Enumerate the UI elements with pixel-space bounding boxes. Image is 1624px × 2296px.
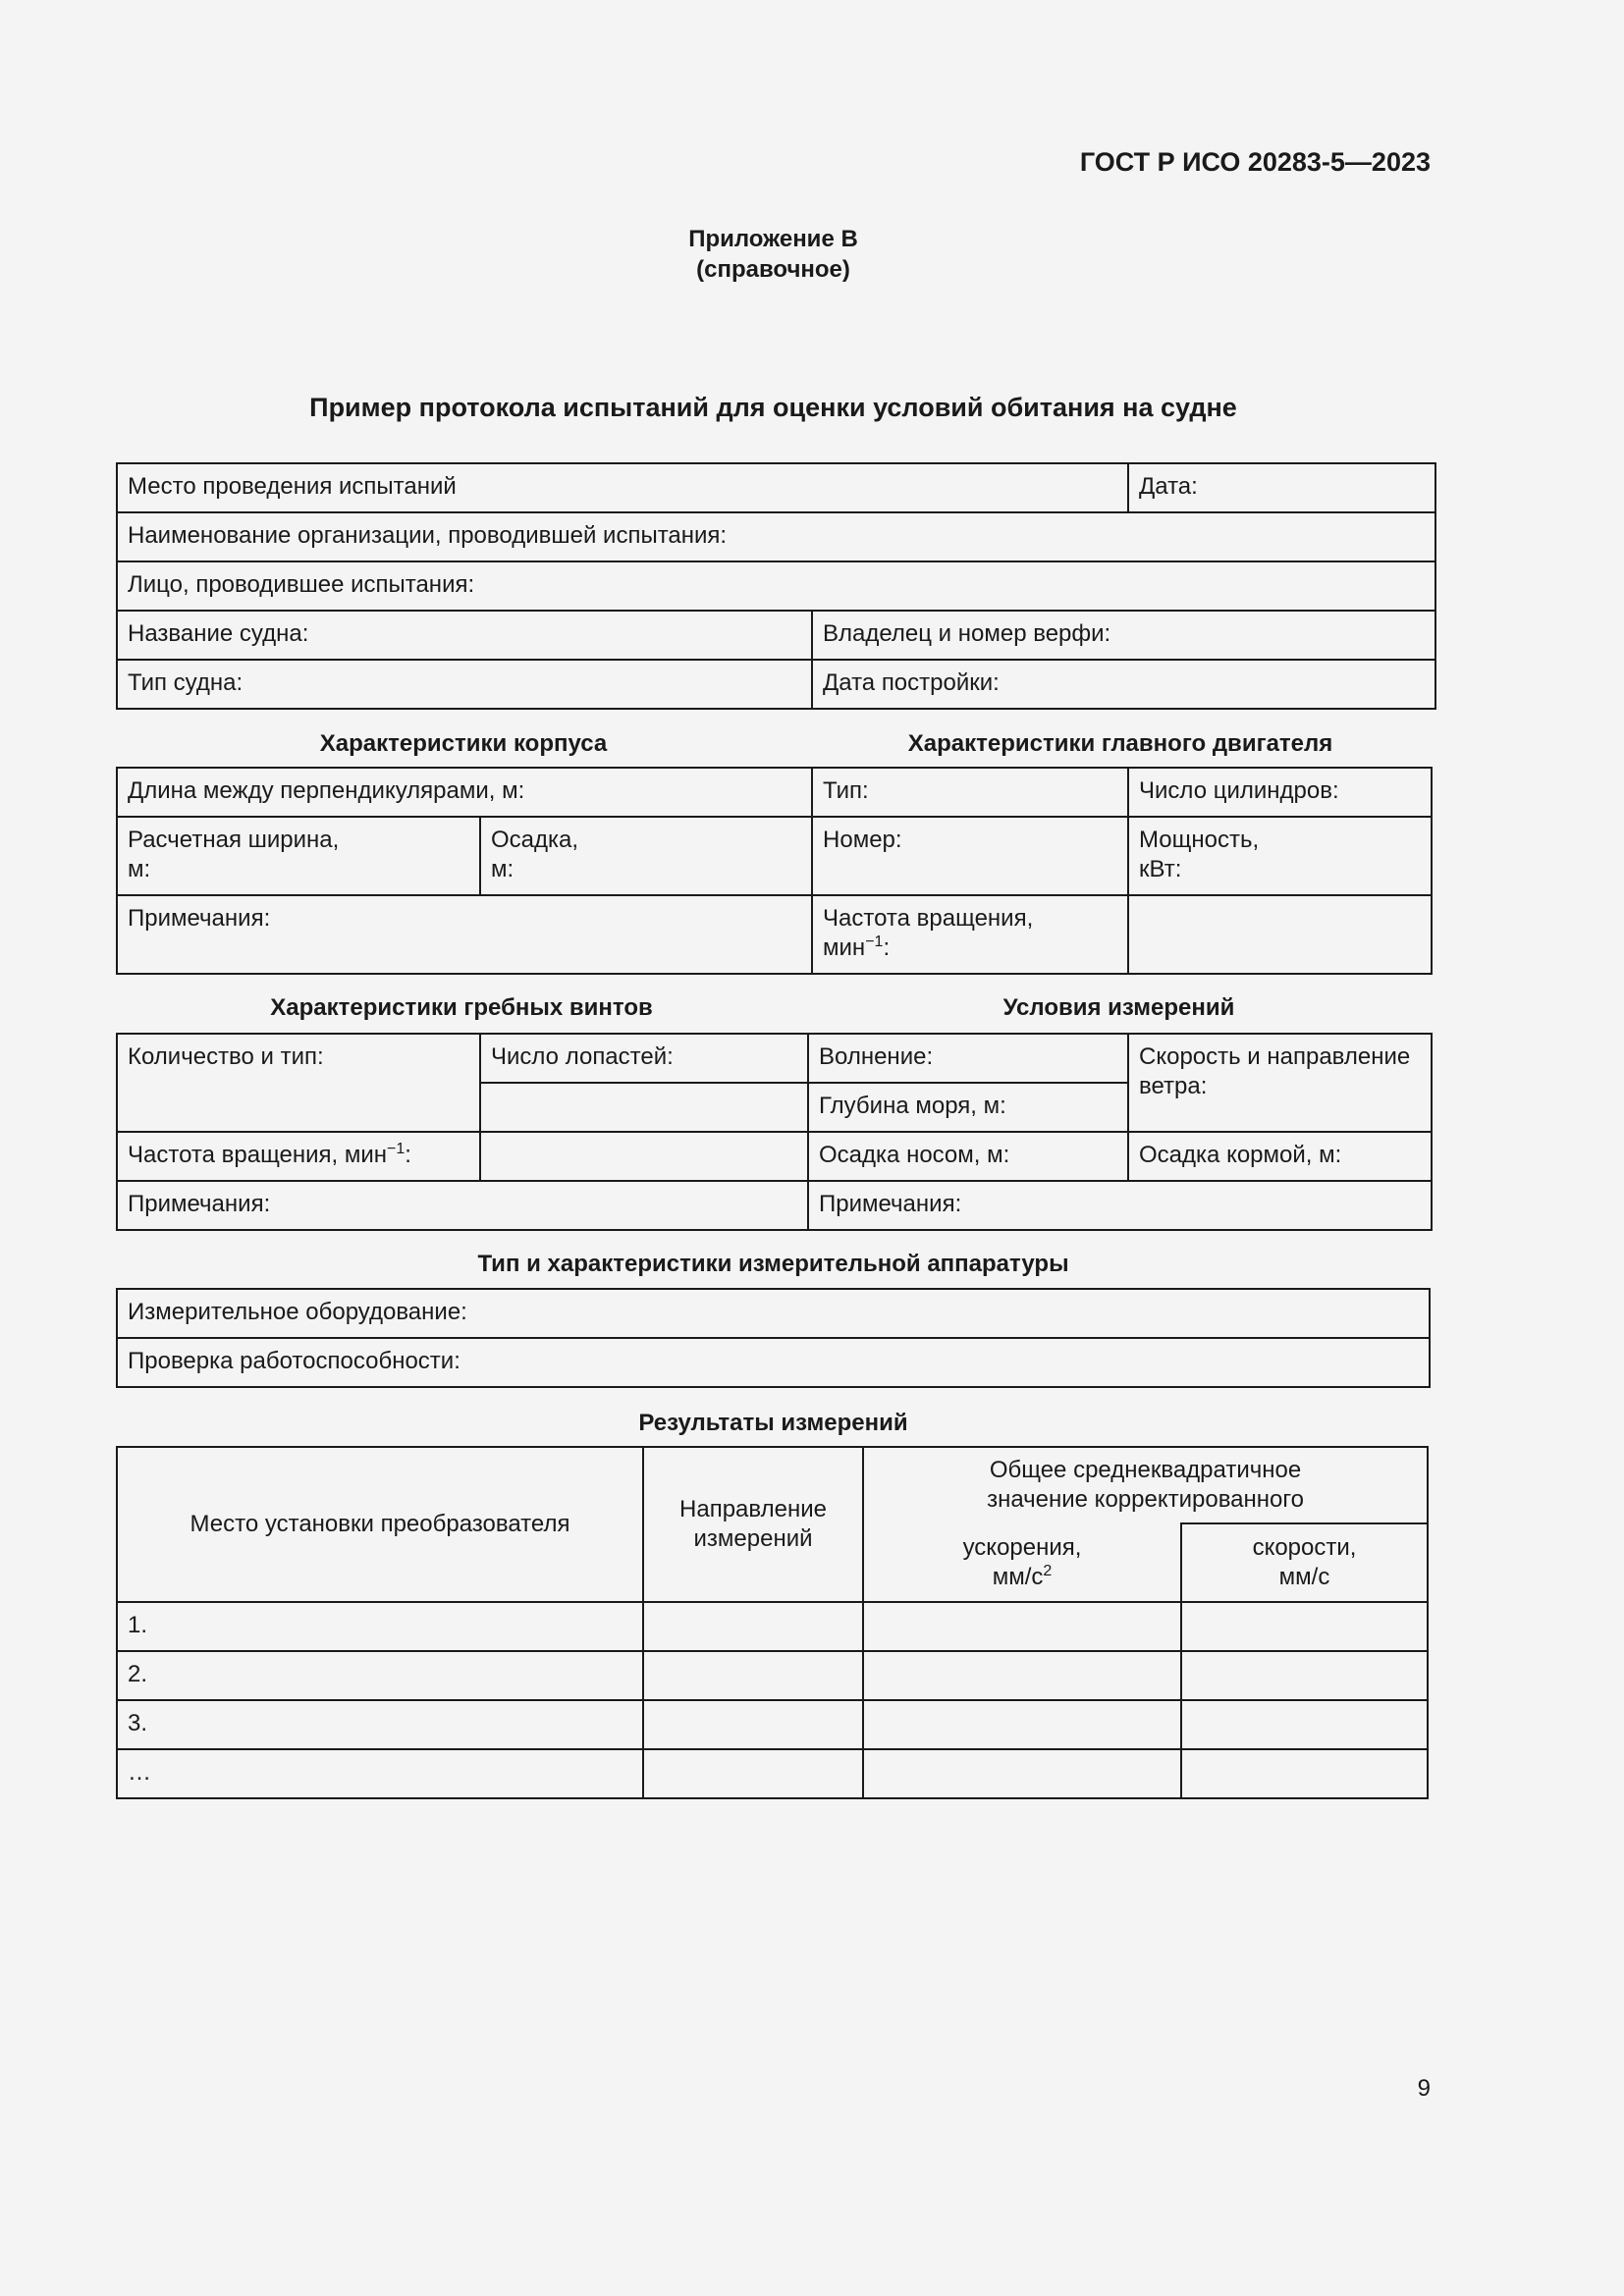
annex-title: Приложение B — [688, 226, 858, 252]
row-number: 2. — [117, 1651, 643, 1700]
engine-type-cell: Тип: — [812, 768, 1128, 817]
empty-cell — [480, 1083, 808, 1132]
ship-name-cell: Название судна: — [117, 611, 812, 660]
test-place-cell: Место проведения испытаний — [117, 463, 1128, 512]
direction-header: Направление измерений — [643, 1447, 863, 1602]
engine-section-title: Характеристики главного двигателя — [907, 730, 1333, 757]
draft-cell: Осадка, м: — [480, 817, 812, 895]
build-date-cell: Дата постройки: — [812, 660, 1435, 709]
stern-draft-cell: Осадка кормой, м: — [1128, 1132, 1432, 1181]
power-cell: Мощность, кВт: — [1128, 817, 1432, 895]
blades-cell: Число лопастей: — [480, 1034, 808, 1083]
propellers-section-title: Характеристики гребных винтов — [270, 994, 653, 1021]
propeller-rpm-cell: Частота вращения, мин$^{-1}$: — [117, 1132, 480, 1181]
equipment-table — [116, 1288, 1431, 1388]
results-table — [116, 1446, 1429, 1799]
velocity-header: скорости, мм/с — [1181, 1523, 1428, 1602]
row-number: 1. — [117, 1602, 643, 1651]
page-title: Пример протокола испытаний для оценки условий обитания на судне — [309, 393, 1237, 422]
engine-number-cell: Номер: — [812, 817, 1128, 895]
row-number: … — [117, 1749, 643, 1798]
cylinders-cell: Число цилиндров: — [1128, 768, 1432, 817]
document-code: ГОСТ Р ИСО 20283-5—2023 — [1079, 147, 1431, 177]
hull-engine-table — [116, 767, 1433, 975]
empty-cell — [480, 1132, 808, 1181]
location-header: Место установки преобразователя — [117, 1447, 643, 1602]
date-cell: Дата: — [1128, 463, 1435, 512]
conditions-section-title: Условия измерений — [1002, 994, 1235, 1021]
page-number: 9 — [1417, 2075, 1431, 2102]
propeller-notes-cell: Примечания: — [117, 1181, 808, 1230]
general-info-table — [116, 462, 1436, 710]
breadth-cell: Расчетная ширина, м: — [117, 817, 480, 895]
table-row — [117, 1651, 1428, 1700]
hull-notes-cell: Примечания: — [117, 895, 812, 974]
equipment-cell: Измерительное оборудование: — [117, 1289, 1430, 1338]
length-cell: Длина между перпендикулярами, м: — [117, 768, 812, 817]
wind-cell: Скорость и направление ветра: — [1128, 1034, 1432, 1132]
equipment-section-title: Тип и характеристики измерительной аппаратуры — [477, 1251, 1069, 1277]
table-row — [117, 1700, 1428, 1749]
propeller-qty-type-cell: Количество и тип: — [117, 1034, 480, 1132]
rms-header: Общее среднеквадратичное значение корректированного — [863, 1447, 1428, 1523]
ship-type-cell: Тип судна: — [117, 660, 812, 709]
engine-rpm-cell: Частота вращения, мин$^{-1}$: — [812, 895, 1128, 974]
organization-cell: Наименование организации, проводившей испытания: — [117, 512, 1435, 561]
acceleration-header: ускорения, $мм/с^2$ — [863, 1523, 1181, 1602]
table-row — [117, 1602, 1428, 1651]
hull-section-title: Характеристики корпуса — [319, 730, 608, 757]
table-row — [117, 1749, 1428, 1798]
annex-heading — [0, 224, 1546, 285]
propellers-conditions-table — [116, 1033, 1433, 1231]
empty-cell — [1128, 895, 1432, 974]
owner-yard-cell: Владелец и номер верфи: — [812, 611, 1435, 660]
row-number: 3. — [117, 1700, 643, 1749]
waves-cell: Волнение: — [808, 1034, 1128, 1083]
tester-cell: Лицо, проводившее испытания: — [117, 561, 1435, 611]
annex-type: (справочное) — [696, 256, 850, 283]
sea-depth-cell: Глубина моря, м: — [808, 1083, 1128, 1132]
bow-draft-cell: Осадка носом, м: — [808, 1132, 1128, 1181]
check-cell: Проверка работоспособности: — [117, 1338, 1430, 1387]
results-section-title: Результаты измерений — [638, 1410, 908, 1436]
conditions-notes-cell: Примечания: — [808, 1181, 1432, 1230]
